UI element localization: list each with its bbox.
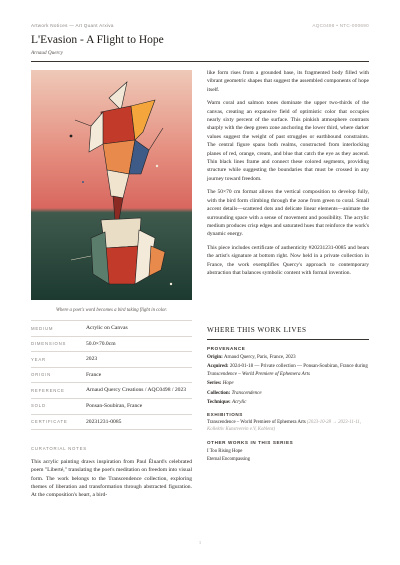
painting-illustration [31,70,192,300]
description-paragraph: The 50×70 cm format allows the vertical composition to develop fully, with the bird form climbing through the zone from green to coral. Small accent details—scattered dots and delicate linear elements—animate the surrounding space with a sense of movement and possibility. The acrylic medium produces crisp edges and saturated hues that reinforce the work's dynamic energy. [207,189,369,238]
series-value: Hope [222,381,234,387]
spec-label: ORIGIN [31,372,52,378]
exhibition-name: Transcendence – World Premiere of Ephemera Arts [207,420,306,426]
header-reference: AQC0498 • NTC-000690 [312,23,369,28]
where-this-work-lives [207,326,369,464]
origin-label: Origin: [207,355,223,360]
spec-table [31,320,192,430]
spec-row-medium [31,320,192,336]
artwork-caption: Where a poet's word becomes a bird taking flight in color. [56,308,167,313]
spec-value: Acrylic on Canvas [86,325,128,331]
artwork-title: L'Evasion - A Flight to Hope [31,34,164,46]
artist-name: Arnaud Quercy [31,50,63,56]
spec-value: Arnaud Quercy Creations / AQC0498 / 2023 [86,387,187,394]
spec-value: 50.0×70.0cm [86,340,116,347]
acquired-event: Transcendence – World Premiere of Ephemera Arts [207,371,310,377]
technique-value: Acrylic [231,400,247,406]
title-divider [31,61,369,62]
collection-label: Collection: [207,390,231,396]
spec-label: CERTIFICATE [31,419,68,425]
description-column [207,70,369,282]
series-label: Series: [207,381,222,387]
provenance-origin [207,354,369,361]
spec-label: REFERENCE [31,387,65,393]
exhibitions-heading: EXHIBITIONS [207,412,243,418]
spec-value: France [86,371,102,378]
provenance-technique [207,399,369,406]
where-title: WHERE THIS WORK LIVES [207,326,369,340]
provenance-series [207,380,369,387]
provenance-acquired [207,363,369,378]
artwork-image [31,70,192,300]
spec-row-dimensions [31,336,192,352]
acquired-label: Acquired: [207,364,229,370]
collection-value: Transcendence [231,390,262,396]
description-paragraph: like form rises from a grounded base, its fragmented body filled with vibrant geometric shapes that suggest the assembled components of hope itself. [207,70,369,93]
spec-label: YEAR [31,356,46,362]
curatorial-notes-text: This acrylic painting draws inspiration from Paul Éluard's celebrated poem "Liberté," translating the poet's meditation on freedom into visual form. The work belongs to the Transcendence collection, exploring themes of liberation and transformation through abstracted figuration. At the composition's heart, a bird- [31,459,192,499]
spec-value: Ponsan-Soubiran, France [86,402,143,409]
spec-row-sold [31,398,192,414]
page-number: 1 [198,540,202,545]
exhibition-dates: (2023-10-28 → 2023-11-11, [306,420,361,426]
curatorial-notes-heading: CURATORIAL NOTES [31,446,87,451]
other-work-item: I Too Rising Hope [207,448,243,454]
spec-label: DIMENSIONS [31,341,67,347]
spec-row-reference [31,382,192,398]
description-paragraph: Warm coral and salmon tones dominate the upper two-thirds of the canvas, creating an expansive field of optimistic color that occupies nearly sixty percent of the surface. This pinkish atmosphere contrasts sharply with the deep green zone anchoring the lower third, where darker values suggest the weight of past struggles or earthbound constraints. The central figure spans both realms, constructed from interlocking planes of red, orange, cream, and blue that catch the eye as they ascend. Thin black lines frame and connect these colored segments, providing structure while suggesting the boundaries that must be crossed in any journey toward freedom. [207,100,369,182]
exhibition-venue: Kollektiv Kunstverein e.V, Koblenz) [207,427,276,433]
spec-row-year [31,351,192,367]
header-source: Artwork Notices — Art Quant Arxiva [31,23,114,28]
exhibition-entry [207,420,369,433]
spec-label: SOLD [31,403,46,409]
spec-row-origin [31,367,192,383]
spec-value: 2023 [86,356,98,363]
provenance-collection [207,390,369,397]
other-works-heading: OTHER WORKS IN THIS SERIES [207,439,294,445]
other-work-item: Eternal Encompassing [207,457,251,463]
origin-value: Arnaud Quercy, Paris, France, 2023 [223,355,296,360]
technique-label: Technique: [207,400,231,406]
spec-value: 20231231-0085 [86,418,122,425]
provenance-heading: PROVENANCE [207,346,246,351]
acquired-value: 2024-01-18 — Private collection — Ponsan-Soubiran, France during [229,364,368,370]
description-paragraph: This piece includes certificate of authenticity #20231231-0085 and bears the artist's signature at bottom right. Now held in a private collection in France, the work exemplifies Quercy's approach to contemporary abstraction that balances symbolic content with formal invention. [207,244,369,276]
page-header [31,23,369,33]
spec-label: MEDIUM [31,325,54,331]
spec-row-certificate [31,414,192,431]
